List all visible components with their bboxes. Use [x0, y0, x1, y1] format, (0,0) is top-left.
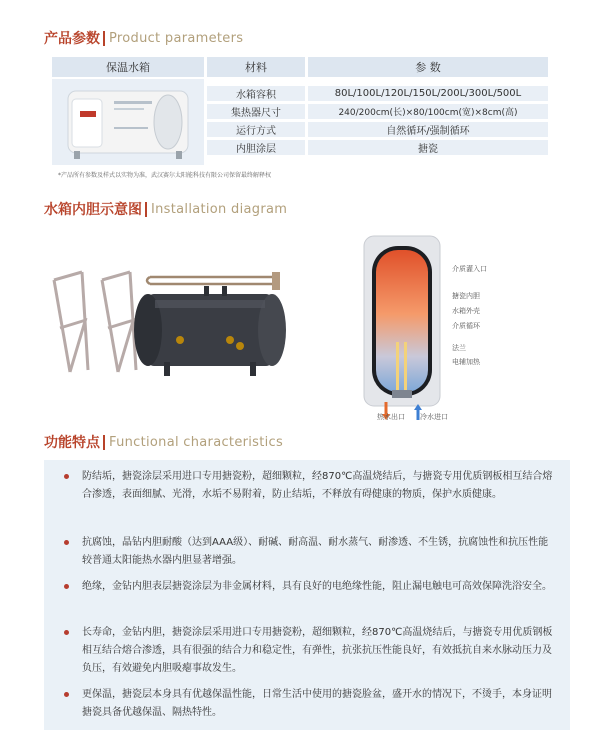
label-cold-in: 冷水进口	[420, 413, 448, 421]
water-tank-body	[134, 286, 286, 376]
product-image-cell	[52, 79, 204, 165]
row-label: 水箱容积	[236, 90, 276, 101]
label-medium: 介质循环	[452, 322, 480, 330]
col-material-label: 材料	[245, 61, 267, 74]
feature-item	[64, 578, 554, 596]
install-heading	[44, 198, 287, 220]
bullet-icon	[64, 692, 69, 697]
label-flange: 法兰	[452, 344, 466, 352]
row-value-cell	[308, 140, 548, 155]
install-heading-cn: 水箱内胆示意图	[44, 202, 142, 218]
col-params-label: 参 数	[415, 61, 441, 74]
label-enamel: 搪瓷内胆	[452, 292, 480, 300]
row-label-cell	[207, 104, 305, 119]
water-tank-product-image	[58, 81, 198, 163]
label-inlet: 介质灌入口	[452, 265, 487, 273]
row-value-cell	[308, 122, 548, 137]
col-header-material	[207, 57, 305, 77]
bullet-icon	[64, 584, 69, 589]
mounting-bracket-left	[54, 272, 88, 372]
row-label: 运行方式	[236, 126, 276, 137]
feature-item	[64, 624, 554, 678]
bullet-icon	[64, 474, 69, 479]
features-heading	[44, 431, 283, 453]
heading-divider	[103, 31, 105, 46]
label-cold-out: 热水出口	[377, 413, 405, 421]
product-name: 保温水箱	[106, 61, 150, 74]
feature-item	[64, 468, 554, 504]
row-value-cell	[308, 86, 548, 101]
feature-text: 长寿命，金钻内胆，搪瓷涂层采用进口专用搪瓷粉，超细颗粒，经870℃高温烧结后，与搪瓷专用优质钢板相互结合熔合渗透，具有很强的结合力和稳定性，有弹性，抗张抗压性能良好，有效抵抗自来水脉动压力及负压，有效避免内胆吸瘪事故发生。	[82, 627, 553, 674]
features-panel	[44, 460, 570, 730]
heating-rod	[147, 272, 280, 290]
row-value: 240/200cm(长)×80/100cm(宽)×8cm(高)	[338, 108, 518, 118]
install-heading-en: Installation diagram	[151, 201, 288, 217]
footnote: *产品所有参数及样式以实物为准，武汉赛尔太阳能科技有限公司保留最终解释权	[58, 172, 272, 179]
product-name-cell	[52, 57, 204, 77]
bullet-icon	[64, 540, 69, 545]
row-label-cell	[207, 86, 305, 101]
parameter-table	[52, 57, 548, 167]
row-value-cell	[308, 104, 548, 119]
feature-item	[64, 534, 554, 570]
tank-cutaway-diagram	[362, 232, 442, 424]
label-heater: 电辅加热	[452, 358, 480, 366]
params-heading	[44, 27, 243, 49]
feature-text: 防结垢，搪瓷涂层采用进口专用搪瓷粉，超细颗粒，经870℃高温烧结后，与搪瓷专用优质钢板相互结合熔合渗透，表面细腻、光滑，水垢不易附着，防止结垢，不释放有碍健康的物质，保护水质健康。	[82, 471, 553, 500]
features-heading-cn: 功能特点	[44, 435, 100, 451]
feature-item	[64, 686, 554, 722]
row-value: 80L/100L/120L/150L/200L/300L/500L	[334, 88, 522, 99]
mounting-bracket-right	[102, 272, 136, 372]
row-label: 集热器尺寸	[231, 108, 281, 119]
feature-text: 抗腐蚀，晶钻内胆耐酸（达到AAA级）、耐碱、耐高温、耐水蒸气、耐渗透、不生锈，抗腐蚀性和抗压性能较普通太阳能热水器内胆显著增强。	[82, 537, 549, 566]
heading-divider	[103, 435, 105, 450]
feature-text: 绝缘，金钻内胆表层搪瓷涂层为非金属材料，具有良好的电绝缘性能，阻止漏电触电可高效保障洗浴安全。	[82, 581, 552, 592]
params-heading-cn: 产品参数	[44, 31, 100, 47]
bullet-icon	[64, 630, 69, 635]
row-label-cell	[207, 122, 305, 137]
params-heading-en: Product parameters	[109, 30, 244, 46]
row-label-cell	[207, 140, 305, 155]
row-value: 自然循环/强制循环	[386, 126, 470, 137]
row-value: 搪瓷	[418, 144, 438, 155]
col-header-params	[308, 57, 548, 77]
feature-text: 更保温，搪瓷层本身具有优越保温性能，日常生活中使用的搪瓷脸盆，盛开水的情况下，不烫手，本身证明搪瓷具备优越保温、隔热特性。	[82, 689, 552, 718]
row-label: 内胆涂层	[236, 144, 276, 155]
features-heading-en: Functional characteristics	[109, 434, 284, 450]
heading-divider	[145, 202, 147, 217]
label-foam: 水箱外壳	[452, 307, 480, 315]
tank-assembly-illustration	[40, 250, 300, 385]
